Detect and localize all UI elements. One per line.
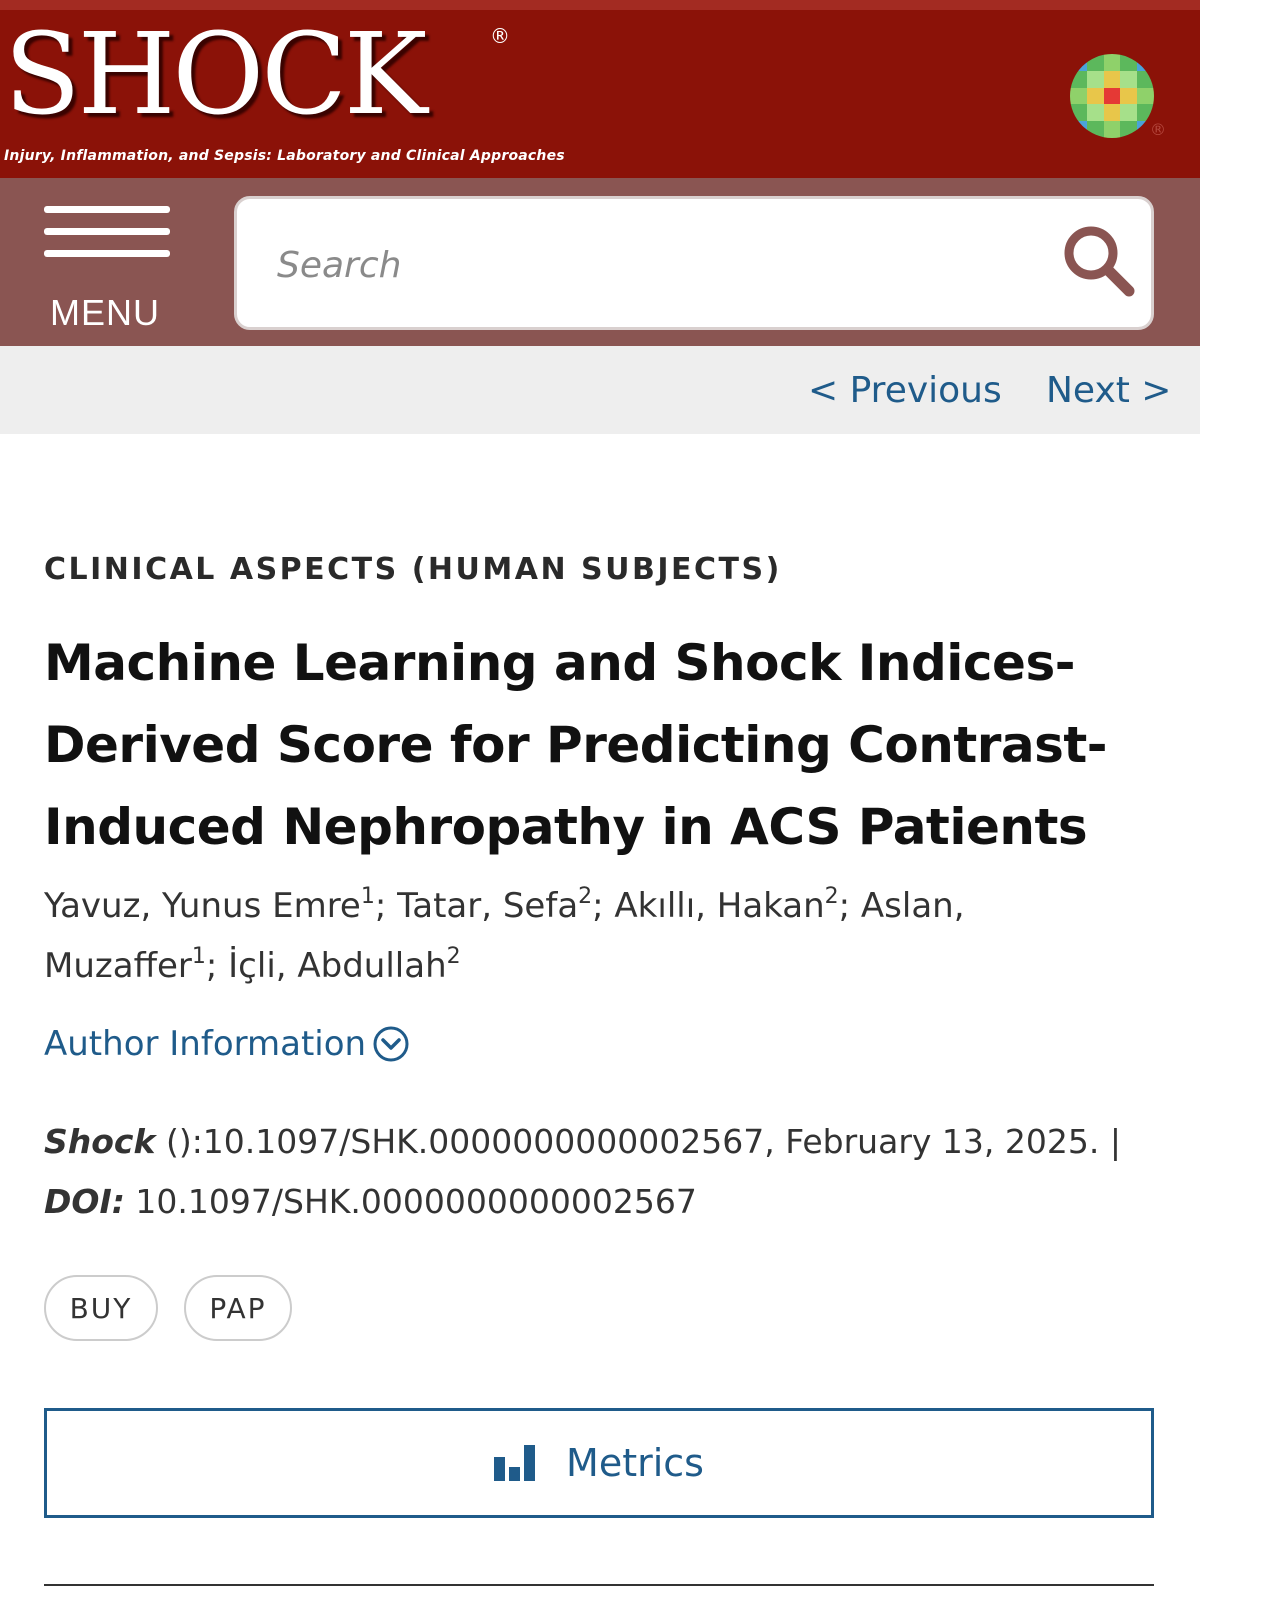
menu-button[interactable] (44, 206, 174, 333)
journal-name: Shock (44, 1122, 156, 1161)
citation-text: ():10.1097/SHK.0000000000002567, February 13, 2025. | (155, 1122, 1121, 1161)
doi-value[interactable]: 10.1097/SHK.0000000000002567 (124, 1182, 697, 1221)
nav-bar (0, 178, 1200, 346)
author-affiliation: 2 (578, 884, 593, 909)
citation (44, 1112, 1174, 1232)
pap-badge[interactable]: PAP (184, 1275, 292, 1341)
chevron-down-circle-icon (372, 1025, 410, 1063)
search-input[interactable] (277, 237, 1037, 293)
author-affiliation: 1 (360, 884, 375, 909)
metrics-button[interactable] (44, 1408, 1154, 1518)
logo-registered-mark: ® (490, 24, 510, 48)
author-affiliation: 1 (191, 944, 206, 969)
hamburger-icon (44, 228, 170, 235)
journal-tagline: Injury, Inflammation, and Sepsis: Laboratory and Clinical Approaches (4, 148, 565, 164)
hamburger-icon (44, 250, 170, 257)
author-name[interactable]: Aslan, Muzaffer (44, 886, 965, 986)
author-name[interactable]: Tatar, Sefa (397, 886, 579, 926)
article-pager (0, 346, 1200, 434)
header-banner (0, 0, 1200, 178)
author-name[interactable]: Akıllı, Hakan (614, 886, 825, 926)
author-name[interactable]: İçli, Abdullah (228, 946, 447, 986)
section-divider (44, 1584, 1154, 1586)
search-icon[interactable] (1059, 221, 1139, 301)
bar-chart-icon (494, 1445, 536, 1481)
doi-label: DOI: (44, 1182, 125, 1221)
author-list: Yavuz, Yunus Emre$^1$; Tatar, Sefa$^2$; Akıllı, Hakan$^2$; Aslan, Muzaffer$^1$; İçli, Abdullah$^2$ (44, 884, 965, 986)
buy-button[interactable]: BUY (44, 1275, 158, 1341)
publisher-logo-icon[interactable] (1070, 54, 1154, 138)
publisher-registered-mark: ® (1150, 120, 1166, 139)
metrics-label: Metrics (566, 1441, 704, 1485)
journal-logo[interactable]: SHOCK (4, 10, 425, 140)
search-box[interactable] (234, 196, 1154, 330)
next-link[interactable]: Next > (1046, 370, 1172, 411)
author-affiliation: 2 (824, 884, 839, 909)
author-affiliation: 2 (446, 944, 461, 969)
hamburger-icon (44, 206, 170, 213)
author-information-toggle[interactable] (44, 1024, 410, 1064)
article-title: Machine Learning and Shock Indices-Derived Score for Predicting Contrast-Induced Nephropathy in ACS Patients (44, 634, 1108, 856)
author-information-label: Author Information (44, 1024, 367, 1064)
menu-label: MENU (50, 292, 160, 333)
previous-link[interactable]: < Previous (808, 370, 1002, 411)
author-name[interactable]: Yavuz, Yunus Emre (44, 886, 361, 926)
article-section: CLINICAL ASPECTS (HUMAN SUBJECTS) (44, 552, 782, 587)
